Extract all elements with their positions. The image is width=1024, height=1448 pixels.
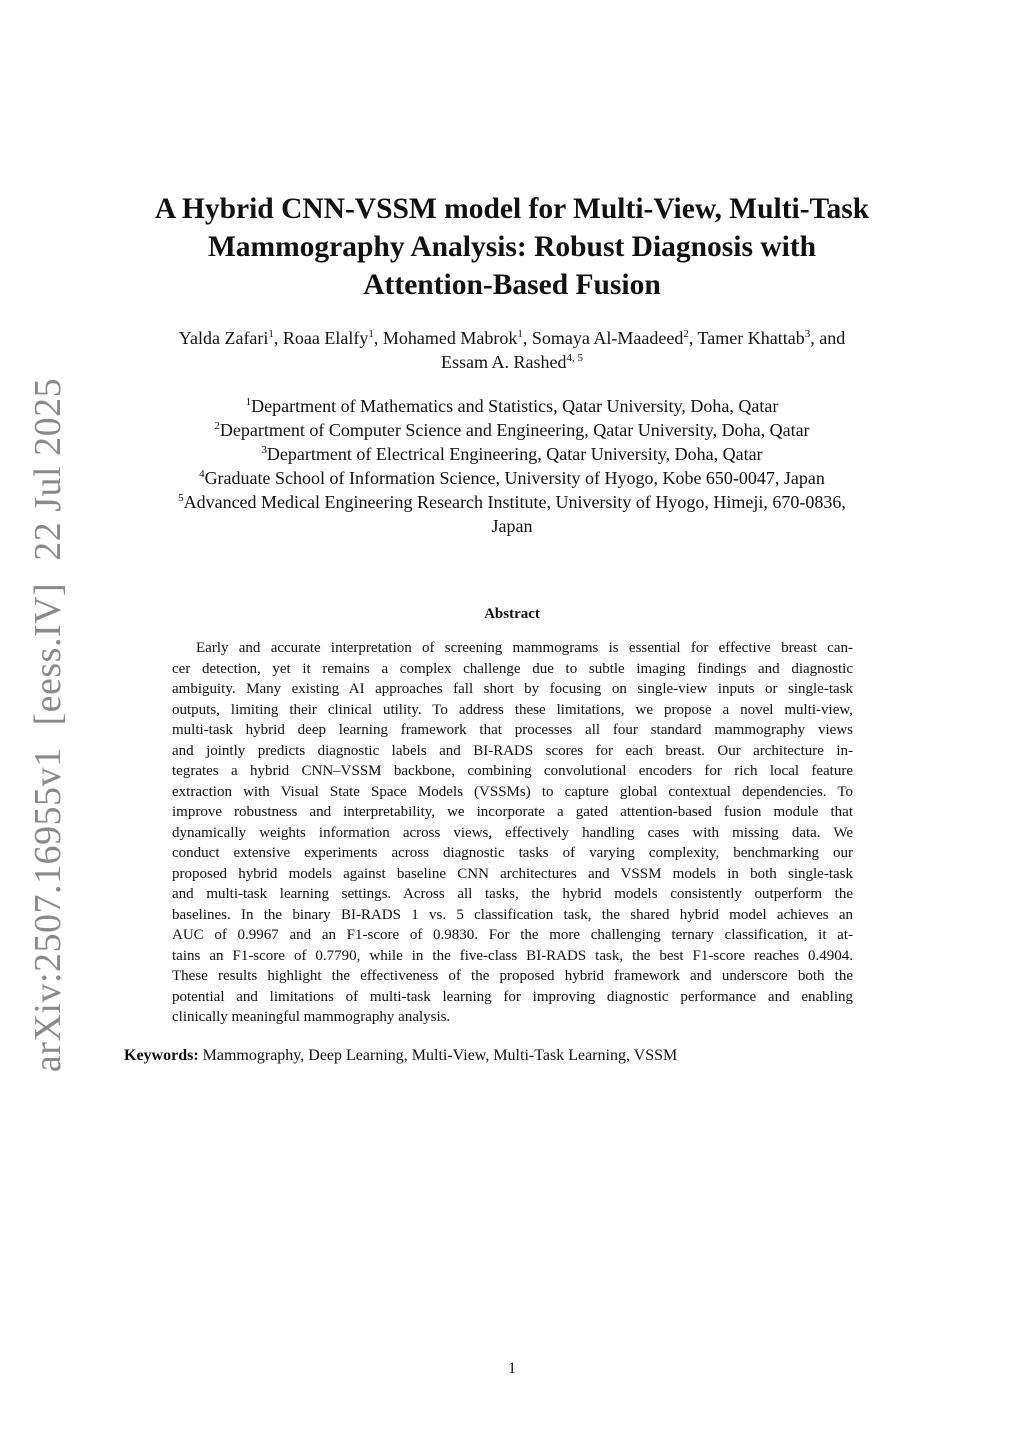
page-number: 1: [508, 1360, 516, 1377]
arxiv-category: [eess.IV]: [27, 582, 69, 726]
abstract-line: ambiguity. Many existing AI approaches fall short by focusing on single-view inputs or single-task: [172, 681, 853, 697]
abstract-line: These results highlight the effectiveness of the proposed hybrid framework and underscore both the: [172, 968, 853, 984]
author-name: Somaya Al-Maadeed: [531, 328, 684, 348]
abstract-line: dynamically weights information across views, effectively handling cases with missing data. We: [172, 824, 853, 841]
keywords-label: Keywords:: [124, 1047, 199, 1064]
affiliation-item: $^5$Advanced Medical Engineering Research Institute, University of Hyogo, Himeji, 670-0836,: [178, 492, 846, 512]
keywords-text: Mammography, Deep Learning, Multi-View, Multi-Task Learning, VSSM: [202, 1047, 678, 1064]
author-name: Essam A. Rashed: [441, 352, 567, 372]
author-affiliation-mark: 4, 5: [566, 352, 583, 364]
affiliation-item: Japan: [491, 516, 533, 536]
arxiv-date: 22 Jul 2025: [27, 377, 69, 561]
abstract-line: AUC of 0.9967 and an F1-score of 0.9830. For the more challenging ternary classification, it at-: [172, 927, 853, 943]
affiliation-item: $^2$Department of Computer Science and Engineering, Qatar University, Doha, Qatar: [214, 420, 810, 440]
affiliation-mark: 5: [178, 492, 184, 504]
abstract-line: multi-task hybrid deep learning framework that processes all four standard mammography views: [172, 722, 853, 738]
abstract-line: extraction with Visual State Space Models (VSSMs) to capture global contextual dependencies. To: [172, 783, 853, 800]
abstract-line: Early and accurate interpretation of screening mammograms is essential for effective breast can-: [196, 640, 853, 656]
title-line: A Hybrid CNN-VSSM model for Multi-View, Multi-Task: [154, 193, 870, 225]
author-name: Yalda Zafari: [178, 328, 269, 348]
author-name: Mohamed Mabrok: [382, 328, 518, 348]
abstract-body: [172, 638, 853, 1028]
abstract-line: baselines. In the binary BI-RADS 1 vs. 5 classification task, the shared hybrid model achieves an: [172, 906, 853, 923]
author-name: Roaa Elalfy: [282, 328, 369, 348]
affiliation-item: $^3$Department of Electrical Engineering, Qatar University, Doha, Qatar: [261, 444, 763, 464]
affiliation-mark: 3: [261, 444, 267, 456]
author-affiliation-mark: 3: [804, 328, 811, 340]
affiliation-mark: 4: [199, 468, 205, 480]
abstract-line: conduct extensive experiments across diagnostic tasks of varying complexity, benchmarking our: [172, 845, 853, 861]
author-affiliation-mark: 1: [368, 328, 374, 340]
author-list: [100, 326, 924, 374]
affiliation-item: $^1$Department of Mathematics and Statistics, Qatar University, Doha, Qatar: [245, 396, 779, 416]
author-line: [100, 350, 924, 374]
author-name: Tamer Khattab: [697, 328, 805, 348]
title-line: Attention-Based Fusion: [363, 269, 661, 301]
keywords: [124, 1046, 677, 1066]
abstract-line: potential and limitations of multi-task learning for improving diagnostic performance and enabling: [172, 988, 853, 1005]
abstract-line: tegrates a hybrid CNN–VSSM backbone, combining convolutional encoders for rich local feature: [172, 763, 853, 779]
abstract-line: proposed hybrid models against baseline CNN architectures and VSSM models in both single-task: [172, 865, 853, 882]
author-affiliation-mark: 2: [683, 328, 689, 340]
arxiv-identifier-stamp: [26, 378, 70, 1072]
affiliation-list: [100, 394, 924, 538]
abstract-line: cer detection, yet it remains a complex challenge due to subtle imaging findings and diagnostic: [172, 660, 853, 677]
abstract-line: clinically meaningful mammography analysis.: [172, 1009, 451, 1025]
abstract-line: tains an F1-score of 0.7790, while in the five-class BI-RADS task, the best F1-score reaches 0.4904.: [172, 947, 853, 964]
author-affiliation-mark: 1: [268, 328, 274, 340]
title-line: Mammography Analysis: Robust Diagnosis with: [207, 231, 817, 263]
affiliation-mark: 1: [245, 396, 252, 408]
abstract-line: improve robustness and interpretability, we incorporate a gated attention-based fusion module that: [172, 804, 853, 820]
arxiv-id: arXiv:2507.16955v1: [27, 747, 69, 1073]
abstract-heading: Abstract: [484, 606, 540, 622]
abstract-line: outputs, limiting their clinical utility. To address these limitations, we propose a novel multi-view,: [172, 701, 853, 718]
abstract-line: and jointly predicts diagnostic labels and BI-RADS scores for each breast. Our architecture in-: [172, 742, 853, 759]
abstract-line: and multi-task learning settings. Across all tasks, the hybrid models consistently outperform the: [172, 886, 853, 902]
author-affiliation-mark: 1: [517, 328, 523, 340]
paper-title: [112, 190, 912, 304]
affiliation-mark: 2: [214, 420, 220, 432]
author-line: Yalda Zafari$^1$, Roaa Elalfy$^1$, Mohamed Mabrok$^1$, Somaya Al-Maadeed$^2$, Tamer Khattab$^3$, and: [178, 328, 846, 348]
affiliation-item: $^4$Graduate School of Information Science, University of Hyogo, Kobe 650-0047, Japan: [199, 468, 825, 488]
